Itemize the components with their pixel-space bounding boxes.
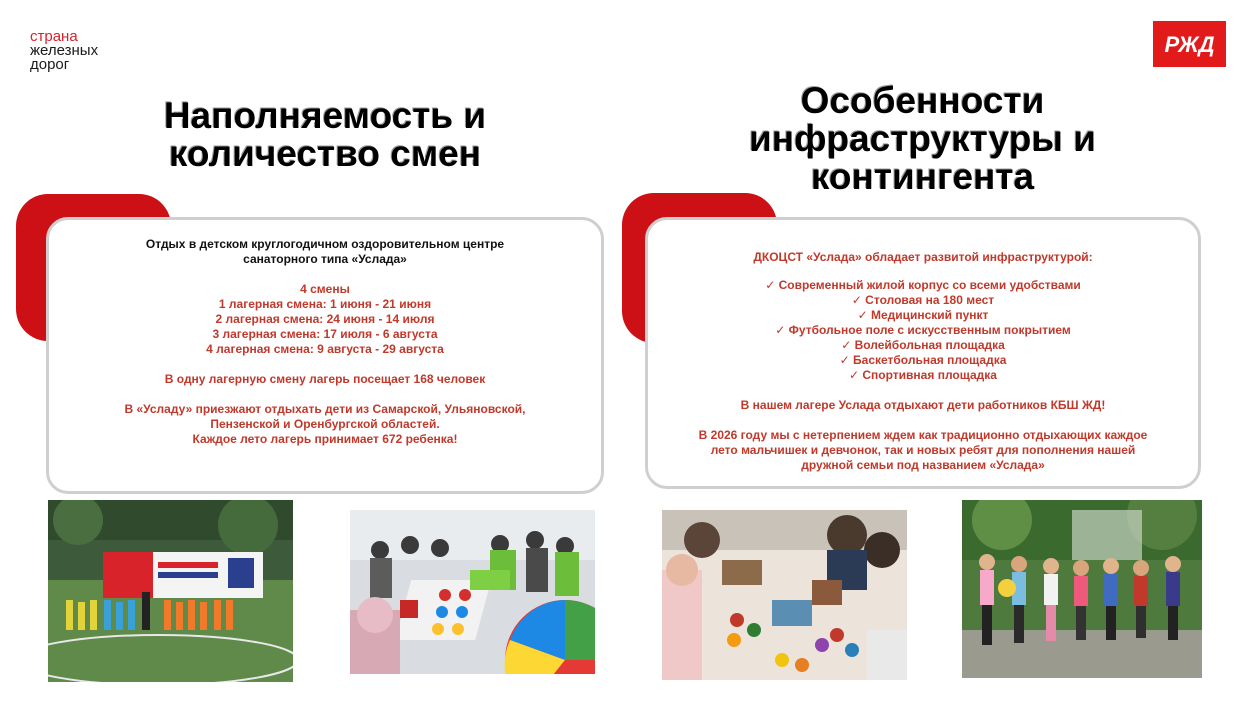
feature-7: ✓ Спортивная площадка bbox=[849, 368, 997, 382]
intro-line-1: Отдых в детском круглогодичном оздоровительном центре bbox=[145, 237, 505, 251]
brand-line-2: железных bbox=[30, 42, 99, 59]
shift-4: 4 лагерная смена: 9 августа - 29 августа bbox=[206, 342, 444, 356]
closing-line-2: лето мальчишек и девчонок, так и новых ребят для пополнения нашей bbox=[710, 443, 1136, 457]
rzd-logo-text: РЖД bbox=[1164, 32, 1215, 57]
photo-twister-game bbox=[350, 510, 595, 674]
feature-2: ✓ Столовая на 180 мест bbox=[851, 293, 995, 307]
feature-4: ✓ Футбольное поле с искусственным покрытием bbox=[775, 323, 1071, 337]
feature-1: ✓ Современный жилой корпус со всеми удобствами bbox=[765, 278, 1081, 292]
right-info-card bbox=[645, 217, 1201, 489]
brand-line-3: дорог bbox=[30, 56, 70, 73]
closing-line-1: В 2026 году мы с нетерпением ждем как традиционно отдыхающих каждое bbox=[698, 428, 1148, 442]
regions-line-1: В «Усладу» приезжают отдыхать дети из Самарской, Ульяновской, bbox=[124, 402, 526, 416]
closing-line-3: дружной семьи под названием «Услада» bbox=[801, 458, 1045, 472]
brand-line-1: страна bbox=[30, 28, 78, 45]
rzd-logo bbox=[1153, 21, 1226, 67]
photo-team-on-field bbox=[48, 500, 293, 682]
regions-line-2: Пензенской и Оренбургской областей. bbox=[210, 417, 440, 431]
photo-painting-class bbox=[662, 510, 907, 680]
right-title: Особенности инфраструктуры и контингента bbox=[749, 80, 1096, 197]
feature-6: ✓ Баскетбольная площадка bbox=[839, 353, 1007, 367]
brand-wordmark bbox=[30, 30, 98, 72]
shifts-count: 4 смены bbox=[300, 282, 350, 296]
feature-3: ✓ Медицинский пункт bbox=[857, 308, 989, 322]
shift-3: 3 лагерная смена: 17 июля - 6 августа bbox=[212, 327, 438, 341]
feature-5: ✓ Волейбольная площадка bbox=[841, 338, 1005, 352]
left-title: Наполняемость и количество смен bbox=[163, 95, 487, 174]
contingent-note: В нашем лагере Услада отдыхают дети работников КБШ ЖД! bbox=[740, 398, 1106, 412]
per-shift-capacity: В одну лагерную смену лагерь посещает 168 человек bbox=[164, 372, 486, 386]
shift-1: 1 лагерная смена: 1 июня - 21 июня bbox=[218, 297, 432, 311]
left-info-card bbox=[46, 217, 604, 494]
infrastructure-intro: ДКОЦСТ «Услада» обладает развитой инфраструктурой: bbox=[753, 250, 1093, 264]
shift-2: 2 лагерная смена: 24 июня - 14 июля bbox=[215, 312, 435, 326]
regions-line-3: Каждое лето лагерь принимает 672 ребенка! bbox=[192, 432, 458, 446]
intro-line-2: санаторного типа «Услада» bbox=[243, 252, 407, 266]
photo-outdoor-dance bbox=[962, 500, 1202, 678]
